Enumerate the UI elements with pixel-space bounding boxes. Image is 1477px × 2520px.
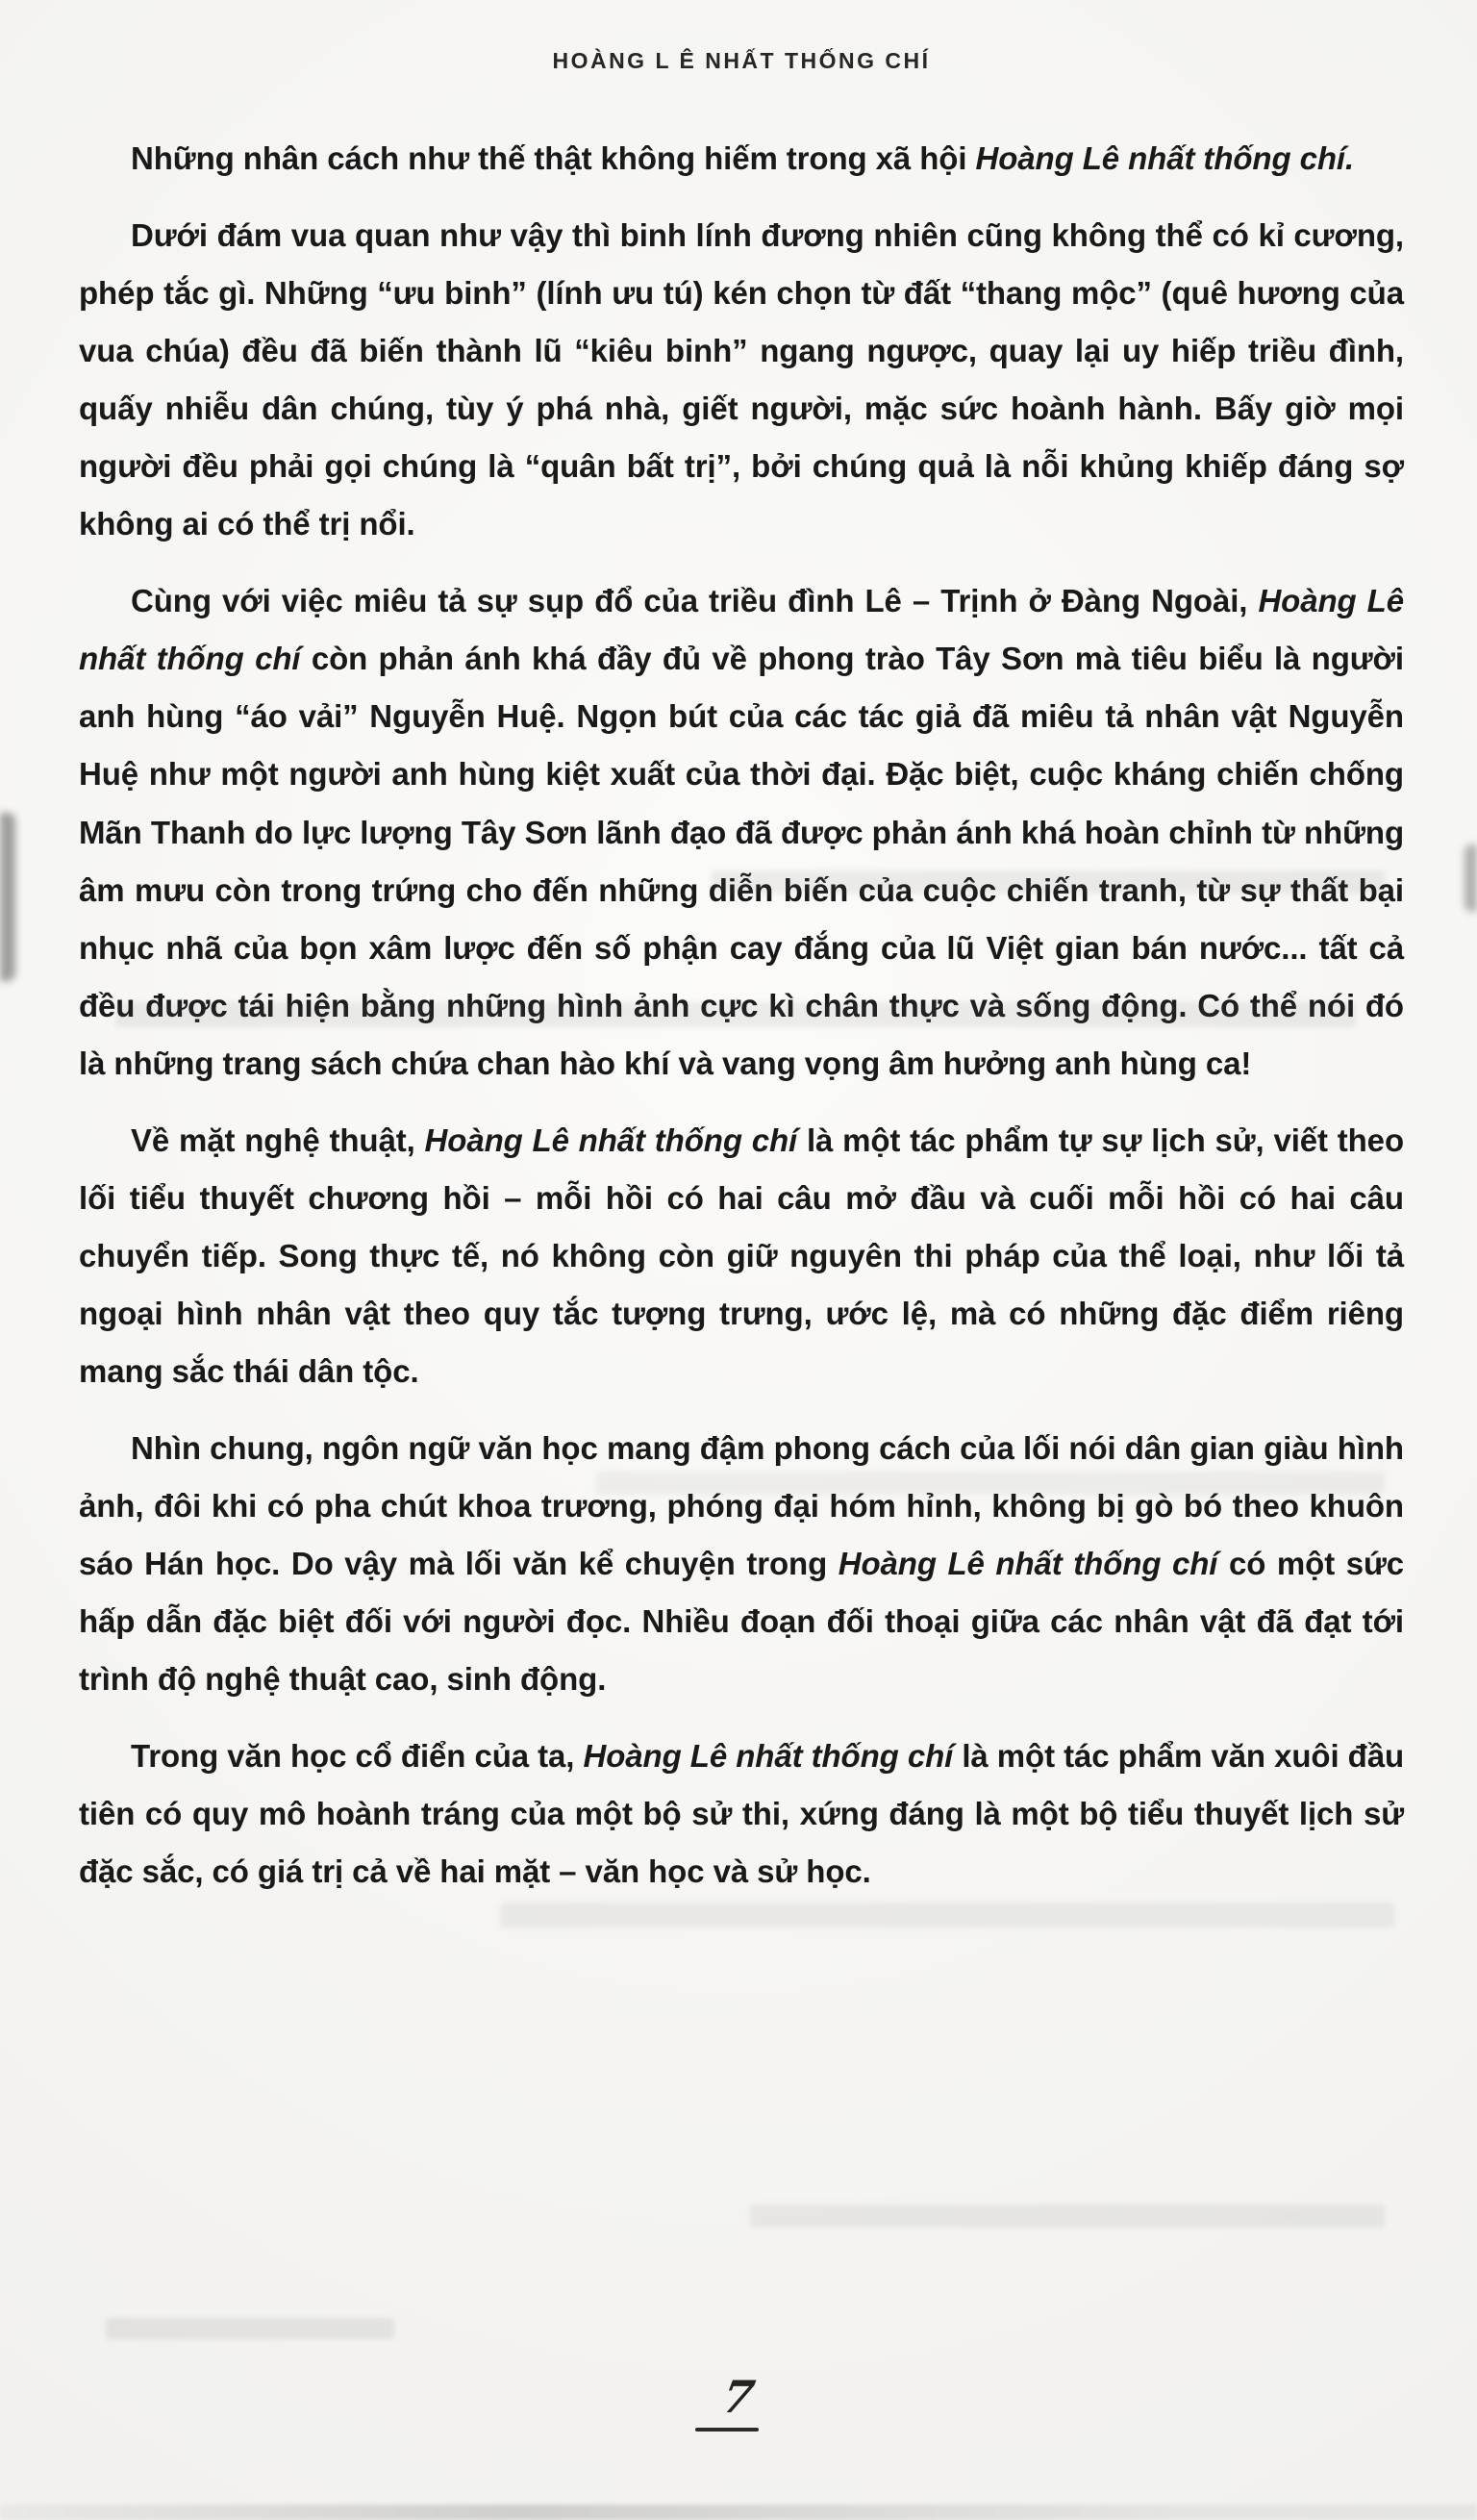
paragraph (79, 572, 1404, 1092)
text-run: Những nhân cách như thế thật không hiếm trong xã hội (131, 140, 976, 176)
text-run: còn phản ánh khá đầy đủ về phong trào Tây Sơn mà tiêu biểu là người anh hùng “áo vải” Nguyễn Huệ. Ngọn bút của các tác giả đã miêu tả nhân vật Nguyễn Huệ như một người anh hùng kiệt xuất của thời đại. Đặc biệt, cuộc kháng chiến chống Mãn Thanh do lực lượng Tây Sơn lãnh đạo đã được phản ánh khá hoàn chỉnh từ những âm mưu còn trong trứng cho đến những diễn biến của cuộc chiến tranh, từ sự thất bại nhục nhã của bọn xâm lược đến số phận cay đắng của lũ Việt gian bán nước... tất cả đều được tái hiện bằng những hình ảnh cực kì chân thực và sống động. Có thể nói đó là những trang sách chứa chan hào khí và vang vọng âm hưởng anh hùng ca! (79, 641, 1404, 1081)
book-title-emphasis: Hoàng Lê nhất thống chí (424, 1121, 798, 1158)
running-header: HOÀNG L Ê NHẤT THỐNG CHÍ (552, 48, 931, 73)
text-run: Về mặt nghệ thuật, (131, 1121, 425, 1158)
paragraph (79, 1112, 1404, 1400)
book-title-emphasis: Hoàng Lê nhất thống chí (79, 583, 1404, 677)
paragraph (79, 130, 1404, 188)
book-title-emphasis: Hoàng Lê nhất thống chí. (975, 140, 1355, 176)
paragraph (79, 207, 1404, 553)
text-run: có một sức hấp dẫn đặc biệt đối với người đọc. Nhiều đoạn đối thoại giữa các nhân vật đã đạt tới trình độ nghệ thuật cao, sinh động. (79, 1546, 1405, 1698)
text-run: là một tác phẩm văn xuôi đầu tiên có quy mô hoành tráng của một bộ sử thi, xứng đáng là một bộ tiểu thuyết lịch sử đặc sắc, có giá trị cả về hai mặt – văn học và sử học. (79, 1738, 1405, 1890)
page-body (79, 130, 1404, 1901)
page-footer (0, 2371, 1477, 2432)
paragraph (79, 1420, 1404, 1708)
paragraph (79, 1727, 1404, 1901)
text-run: Dưới đám vua quan như vậy thì binh lính đương nhiên cũng không thể có kỉ cương, phép tắc gì. Những “ưu binh” (lính ưu tú) kén chọn từ đất “thang mộc” (quê hương của vua chúa) đều đã biến thành lũ “kiêu binh” ngang ngược, quay lại uy hiếp triều đình, quấy nhiễu dân chúng, tùy ý phá nhà, giết người, mặc sức hoành hành. Bấy giờ mọi người đều phải gọi chúng là “quân bất trị”, bởi chúng quả là nỗi khủng khiếp đáng sợ không ai có thể trị nổi. (79, 217, 1404, 542)
page-number: 7 (718, 2371, 759, 2423)
book-title-emphasis: Hoàng Lê nhất thống chí (583, 1738, 954, 1775)
text-run: Nhìn chung, ngôn ngữ văn học mang đậm phong cách của lối nói dân gian giàu hình ảnh, đôi khi có pha chút khoa trương, phóng đại hóm hỉnh, không bị gò bó theo khuôn sáo Hán học. Do vậy mà lối văn kể chuyện trong (79, 1429, 1404, 1582)
page-number-underline (695, 2428, 759, 2432)
text-run: Cùng với việc miêu tả sự sụp đổ của triều đình Lê – Trịnh ở Đàng Ngoài, (131, 583, 1259, 619)
text-run: Trong văn học cổ điển của ta, (131, 1738, 584, 1775)
text-run: là một tác phẩm tự sự lịch sử, viết theo lối tiểu thuyết chương hồi – mỗi hồi có hai câu mở đầu và cuối mỗi hồi có hai câu chuyển tiếp. Song thực tế, nó không còn giữ nguyên thi pháp của thể loại, như lối tả ngoại hình nhân vật theo quy tắc tượng trưng, ước lệ, mà có những đặc điểm riêng mang sắc thái dân tộc. (79, 1121, 1404, 1389)
book-title-emphasis: Hoàng Lê nhất thống chí (838, 1546, 1218, 1582)
